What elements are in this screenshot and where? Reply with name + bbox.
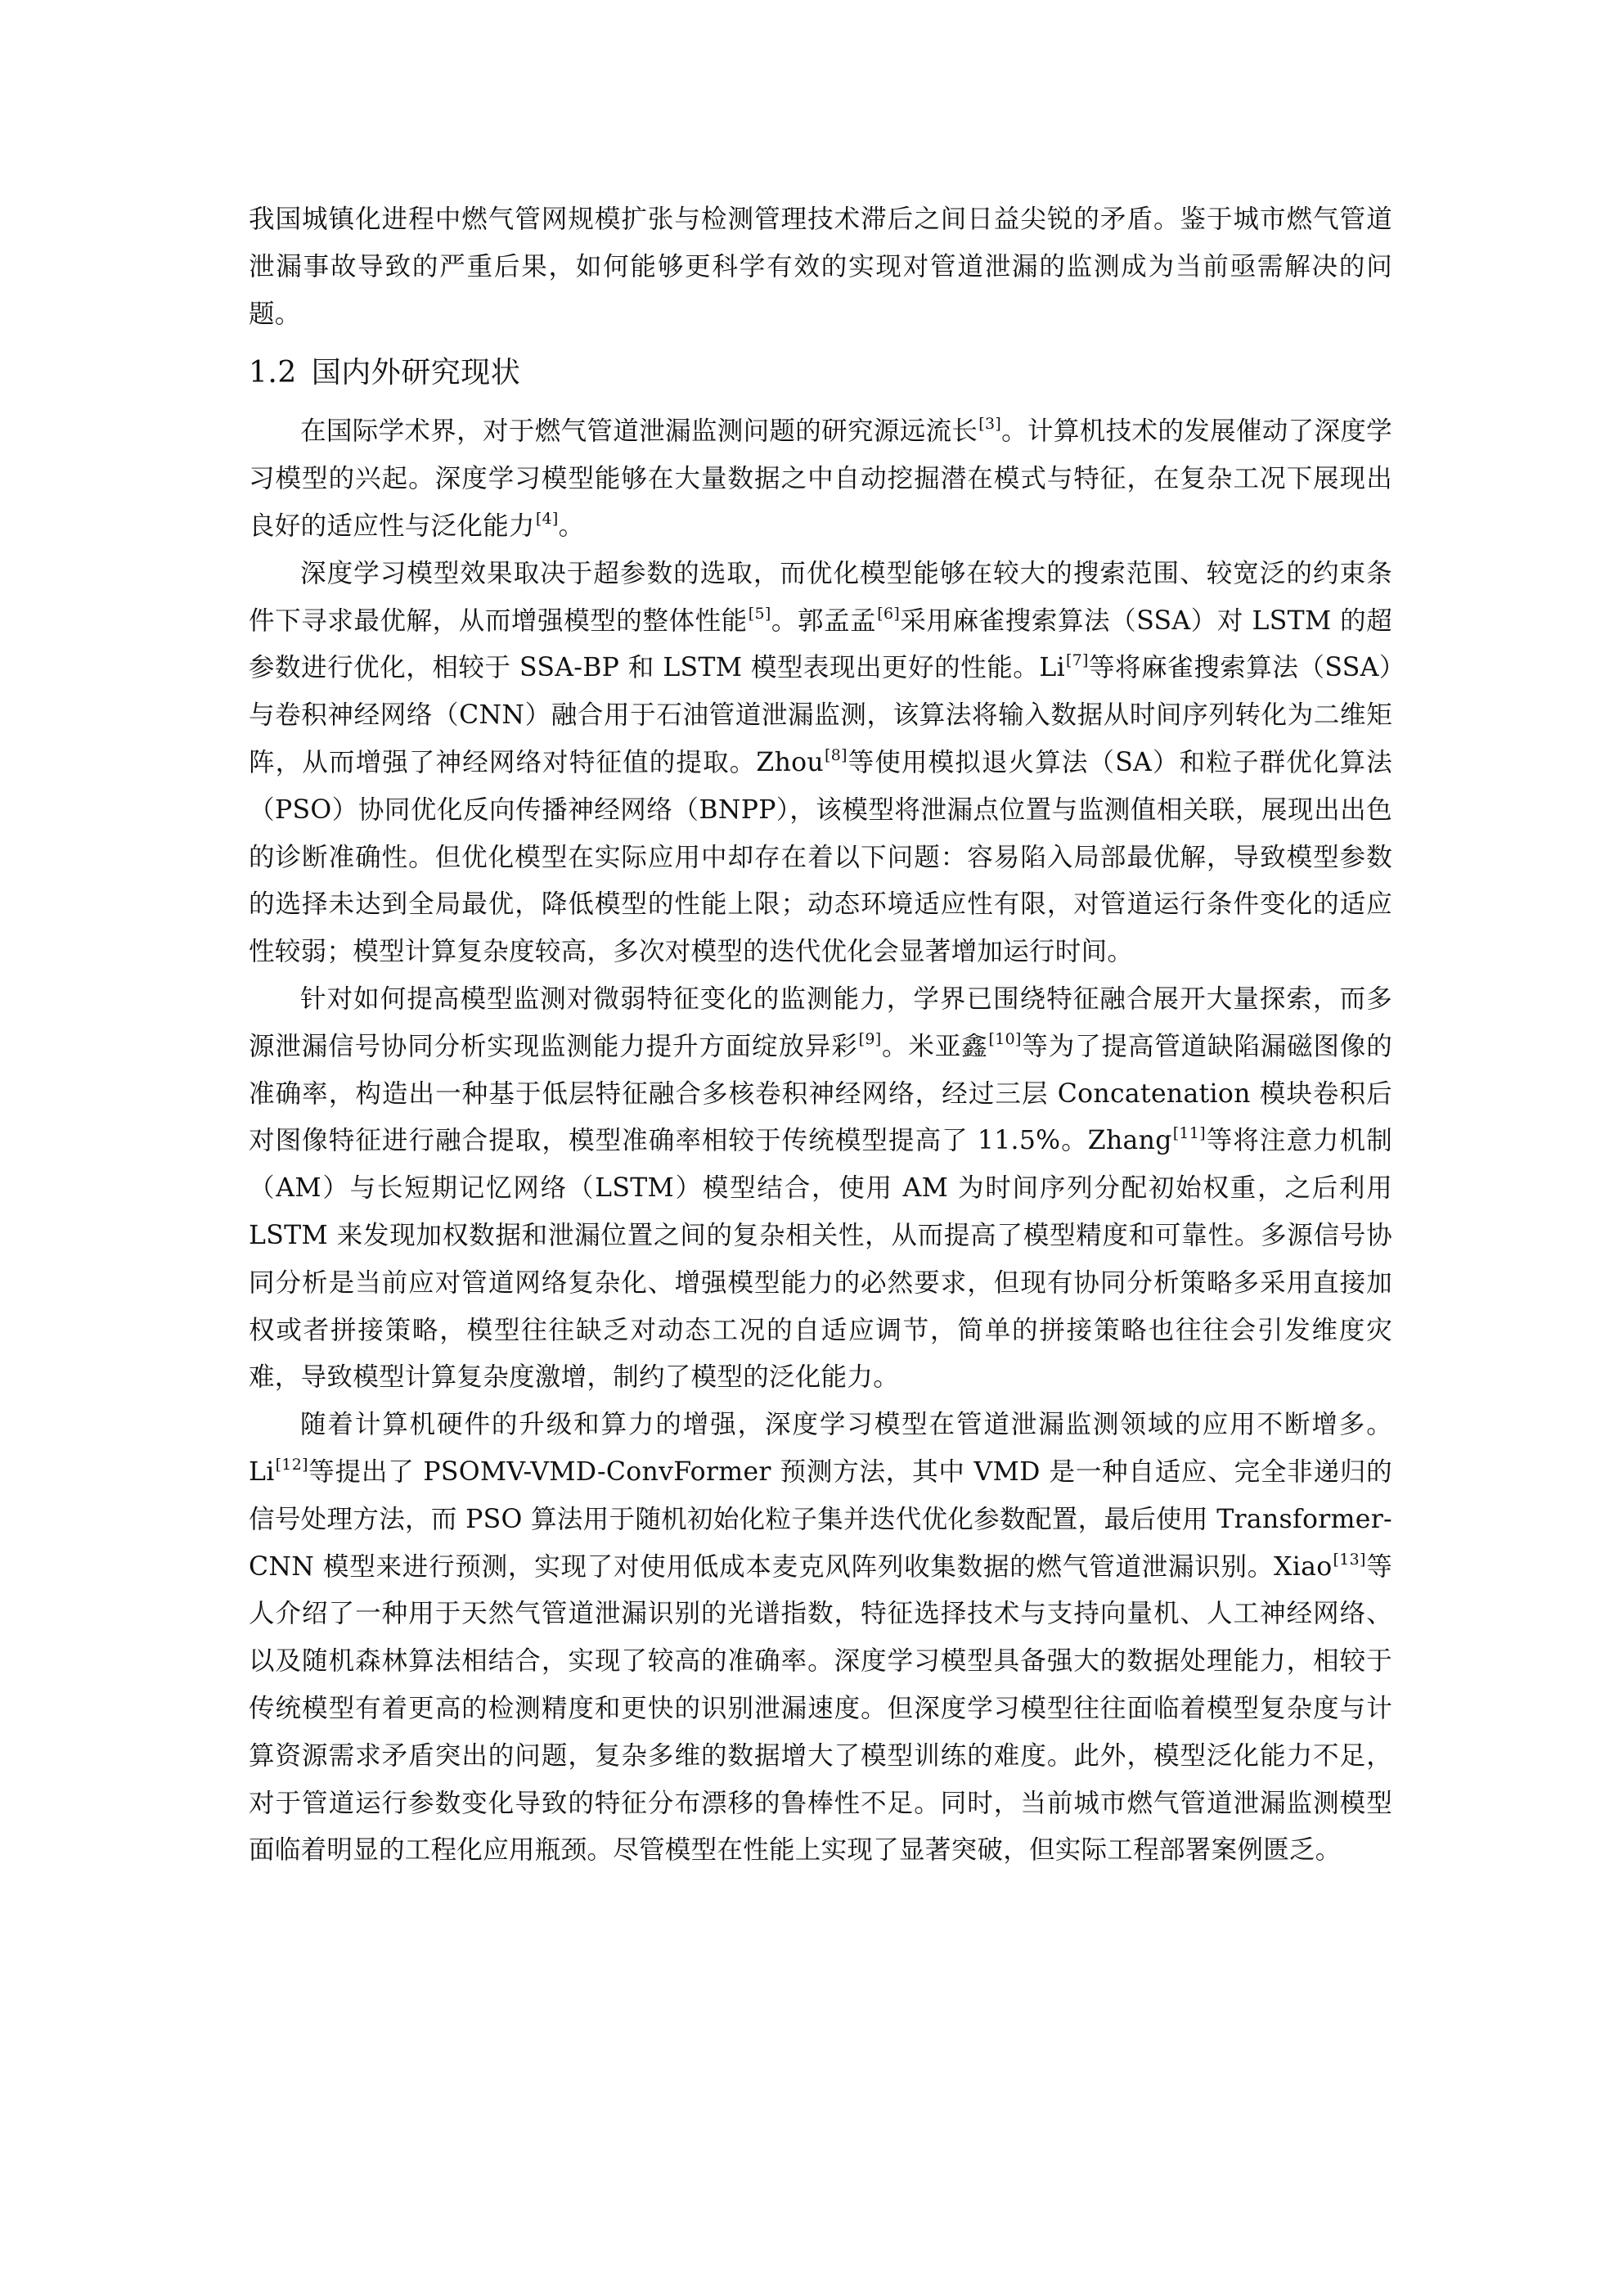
text-segment: 等将麻雀搜索算法（SSA）与卷积神经网络（CNN）融合用于石油管道泄漏监测，该算法将输入数据从时间序列转化为二维矩阵，从而增强了神经网络对特征值的提取。Zhou <box>249 653 1392 777</box>
research-paragraph-4 <box>249 1402 1392 1875</box>
text-segment: 。米亚鑫 <box>881 1031 988 1061</box>
text-segment: 随着计算机硬件的升级和算力的增强，深度学习模型在管道泄漏监测领域的应用不断增多。Li <box>249 1410 1392 1487</box>
text-segment: 。 <box>558 511 585 541</box>
citation-ref[interactable]: [12] <box>275 1455 308 1474</box>
page-content <box>249 196 1392 1875</box>
citation-ref[interactable]: [7] <box>1065 651 1089 670</box>
research-paragraph-3 <box>249 976 1392 1402</box>
text-segment: 深度学习模型效果取决于超参数的选取，而优化模型能够在较大的搜索范围、较宽泛的约束条件下寻求最优解，从而增强模型的整体性能 <box>249 558 1392 636</box>
citation-ref[interactable]: [6] <box>877 604 901 623</box>
text-segment: 等将注意力机制（AM）与长短期记忆网络（LSTM）模型结合，使用 AM 为时间序列分配初始权重，之后利用 LSTM 来发现加权数据和泄漏位置之间的复杂相关性，从而提高了模型精度和可靠性。多源信号协同分析是当前应对管道网络复杂化、增强模型能力的必然要求，但现有协同分析策略多采用直接加权或者拼接策略，模型往往缺乏对动态工况的自适应调节，简单的拼接策略也往往会引发维度灾难，导致模型计算复杂度激增，制约了模型的泛化能力。 <box>249 1126 1392 1393</box>
section-heading <box>249 349 1392 397</box>
citation-ref[interactable]: [8] <box>825 745 847 764</box>
section-title: 国内外研究现状 <box>311 356 521 390</box>
text-segment: 等使用模拟退火算法（SA）和粒子群优化算法（PSO）协同优化反向传播神经网络（BNPP），该模型将泄漏点位置与监测值相关联，展现出出色的诊断准确性。但优化模型在实际应用中却存在着以下问题：容易陷入局部最优解，导致模型参数的选择未达到全局最优，降低模型的性能上限；动态环境适应性有限，对管道运行条件变化的适应性较弱；模型计算复杂度较高，多次对模型的迭代优化会显著增加运行时间。 <box>249 747 1393 967</box>
research-paragraph-2 <box>249 551 1392 976</box>
text-segment: 等人介绍了一种用于天然气管道泄漏识别的光谱指数，特征选择技术与支持向量机、人工神经网络、以及随机森林算法相结合，实现了较高的准确率。深度学习模型具备强大的数据处理能力，相较于传统模型有着更高的检测精度和更快的识别泄漏速度。但深度学习模型往往面临着模型复杂度与计算资源需求矛盾突出的问题，复杂多维的数据增大了模型训练的难度。此外，模型泛化能力不足，对于管道运行参数变化导致的特征分布漂移的鲁棒性不足。同时，当前城市燃气管道泄漏监测模型面临着明显的工程化应用瓶颈。尽管模型在性能上实现了显著突破，但实际工程部署案例匮乏。 <box>249 1551 1393 1866</box>
section-number: 1.2 <box>249 356 297 390</box>
text-segment: 针对如何提高模型监测对微弱特征变化的监测能力，学界已围绕特征融合展开大量探索，而多源泄漏信号协同分析实现监测能力提升方面绽放异彩 <box>249 984 1392 1061</box>
text-segment: 我国城镇化进程中燃气管网规模扩张与检测管理技术滞后之间日益尖锐的矛盾。鉴于城市燃气管道泄漏事故导致的严重后果，如何能够更科学有效的实现对管道泄漏的监测成为当前亟需解决的问题。 <box>249 205 1392 329</box>
intro-paragraph-continuation <box>249 196 1392 338</box>
text-segment: 等为了提高管道缺陷漏磁图像的准确率，构造出一种基于低层特征融合多核卷积神经网络，经过三层 Concatenation 模块卷积后对图像特征进行融合提取，模型准确率相较于传统模型提高了 11.5%。Zhang <box>249 1031 1393 1156</box>
text-segment: 。计算机技术的发展催动了深度学习模型的兴起。深度学习模型能够在大量数据之中自动挖掘潜在模式与特征，在复杂工况下展现出良好的适应性与泛化能力 <box>249 416 1392 541</box>
text-segment: 采用麻雀搜索算法（SSA）对 LSTM 的超参数进行优化，相较于 SSA-BP 和 LSTM 模型表现出更好的性能。Li <box>249 606 1393 683</box>
citation-ref[interactable]: [9] <box>858 1029 882 1048</box>
text-segment: 在国际学术界，对于燃气管道泄漏监测问题的研究源远流长 <box>300 416 978 447</box>
text-segment: 等提出了 PSOMV-VMD-ConvFormer 预测方法，其中 VMD 是一种自适应、完全非递归的信号处理方法，而 PSO 算法用于随机初始化粒子集并迭代优化参数配置，最后使用 Transformer-CNN 模型来进行预测，实现了对使用低成本麦克风阵列收集数据的燃气管道泄漏识别。Xiao <box>249 1456 1392 1582</box>
research-paragraph-1 <box>249 408 1392 550</box>
citation-ref[interactable]: [4] <box>535 509 559 528</box>
citation-ref[interactable]: [11] <box>1172 1124 1206 1143</box>
citation-ref[interactable]: [5] <box>748 604 771 623</box>
citation-ref[interactable]: [13] <box>1333 1550 1366 1569</box>
citation-ref[interactable]: [3] <box>978 415 1002 434</box>
citation-ref[interactable]: [10] <box>988 1029 1022 1048</box>
text-segment: 。郭孟孟 <box>771 606 877 636</box>
